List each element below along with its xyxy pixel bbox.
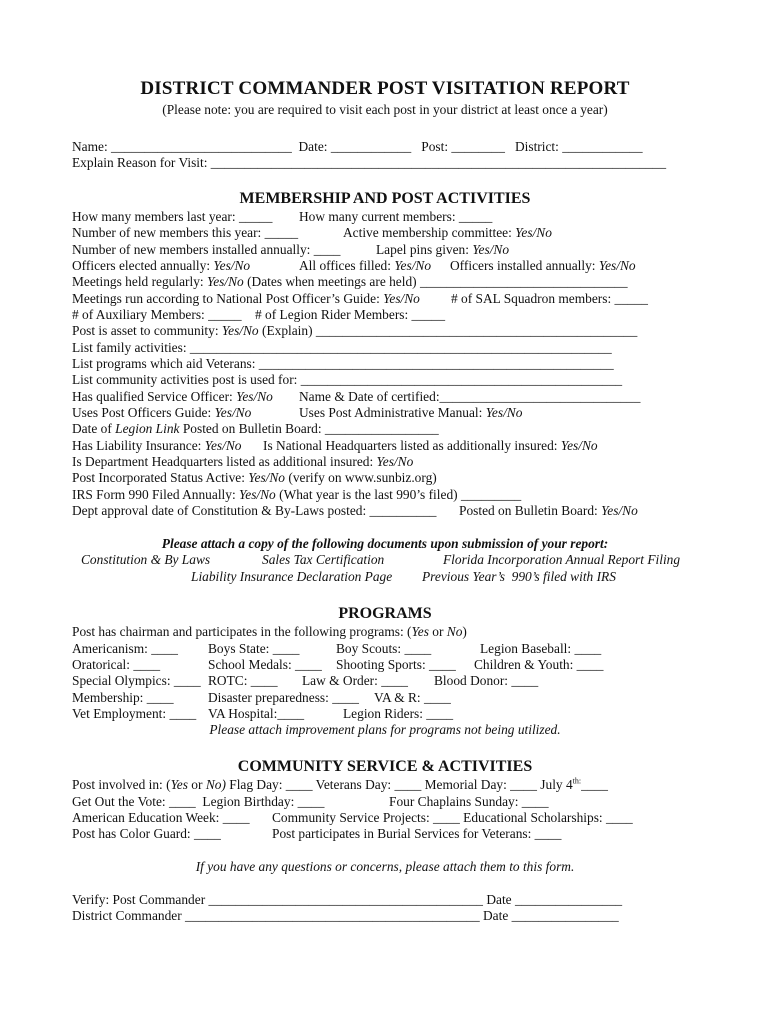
- uses-administrative-manual: Uses Post Administrative Manual: Yes/No: [299, 405, 523, 420]
- programs-heading: PROGRAMS: [338, 605, 432, 622]
- program-oratorical: Oratorical: ____: [72, 657, 161, 672]
- new-members-installed: Number of new members installed annually: ____: [72, 242, 341, 257]
- community-education-week: American Education Week: ____: [72, 810, 250, 825]
- legion-link-bulletin: Date of Legion Link Posted on Bulletin Board: _________________: [72, 421, 439, 436]
- post-asset-to-community: Post is asset to community: Yes/No (Explain) ________________________________________________: [72, 323, 638, 338]
- community-vote-birthday: Get Out the Vote: ____ Legion Birthday: ____: [72, 794, 325, 809]
- active-membership-committee: Active membership committee: Yes/No: [343, 225, 552, 240]
- program-law-order: Law & Order: ____: [302, 673, 408, 688]
- lapel-pins-given: Lapel pins given: Yes/No: [376, 242, 510, 257]
- verify-post-commander: Verify: Post Commander _________________________________________ Date ________________: [72, 892, 623, 907]
- report-subtitle: (Please note: you are required to visit each post in your district at least once a year): [162, 102, 608, 117]
- doc-previous-990: Previous Year’s 990’s filed with IRS: [422, 569, 616, 584]
- program-disaster-preparedness: Disaster preparedness: ____: [208, 690, 359, 705]
- constitution-bulletin-board: Posted on Bulletin Board: Yes/No: [459, 503, 638, 518]
- program-special-olympics: Special Olympics: ____: [72, 673, 201, 688]
- info-line-name-date-post-district: Name: ___________________________ Date: ____________ Post: ________ District: ____________: [72, 139, 643, 154]
- incorporated-status: Post Incorporated Status Active: Yes/No (verify on www.sunbiz.org): [72, 470, 437, 485]
- all-offices-filled: All offices filled: Yes/No: [299, 258, 432, 273]
- legion-rider-members: # of Legion Rider Members: _____: [255, 307, 446, 322]
- doc-florida-incorporation: Florida Incorporation Annual Report Filing: [443, 552, 681, 567]
- community-heading: COMMUNITY SERVICE & ACTIVITIES: [237, 758, 533, 775]
- program-boys-state: Boys State: ____: [208, 641, 300, 656]
- current-members: How many current members: _____: [299, 209, 493, 224]
- program-va-hospital: VA Hospital:____: [208, 706, 305, 721]
- program-vet-employment: Vet Employment: ____: [72, 706, 197, 721]
- national-hq-insured: Is National Headquarters listed as additionally insured: Yes/No: [263, 438, 598, 453]
- doc-constitution: Constitution & By Laws: [81, 552, 211, 567]
- irs-form-990: IRS Form 990 Filed Annually: Yes/No (What year is the last 990’s filed) _________: [72, 487, 522, 502]
- community-holidays: Post involved in: (Yes or No) Flag Day: ____ Veterans Day: ____ Memorial Day: ____ July $4^{th:}\_\_\_\_$: [72, 776, 608, 792]
- community-burial-services: Post participates in Burial Services for Veterans: ____: [272, 826, 562, 841]
- program-boy-scouts: Boy Scouts: ____: [336, 641, 432, 656]
- constitution-approval-date: Dept approval date of Constitution & By-Laws posted: __________: [72, 503, 437, 518]
- program-americanism: Americanism: ____: [72, 641, 178, 656]
- program-children-youth: Children & Youth: ____: [474, 657, 604, 672]
- list-veteran-programs: List programs which aid Veterans: _____________________________________________________: [72, 356, 614, 371]
- verify-district-commander: District Commander ____________________________________________ Date ________________: [72, 908, 619, 923]
- programs-intro: Post has chairman and participates in the following programs: (Yes or No): [72, 624, 467, 639]
- officers-installed-annually: Officers installed annually: Yes/No: [450, 258, 636, 273]
- programs-note: Please attach improvement plans for programs not being utilized.: [209, 722, 561, 737]
- community-color-guard: Post has Color Guard: ____: [72, 826, 221, 841]
- doc-sales-tax: Sales Tax Certification: [262, 552, 385, 567]
- qualified-service-officer: Has qualified Service Officer: Yes/No: [72, 389, 273, 404]
- program-blood-donor: Blood Donor: ____: [434, 673, 539, 688]
- program-legion-baseball: Legion Baseball: ____: [480, 641, 602, 656]
- list-community-activities: List community activities post is used for: ________________________________________________: [72, 372, 623, 387]
- liability-insurance: Has Liability Insurance: Yes/No: [72, 438, 242, 453]
- doc-liability-insurance: Liability Insurance Declaration Page: [191, 569, 393, 584]
- uses-post-officers-guide: Uses Post Officers Guide: Yes/No: [72, 405, 252, 420]
- info-line-reason: Explain Reason for Visit: ____________________________________________________________________: [72, 155, 667, 170]
- meetings-held-regularly: Meetings held regularly: Yes/No (Dates when meetings are held) _______________________________: [72, 274, 628, 289]
- auxiliary-members: # of Auxiliary Members: _____: [72, 307, 242, 322]
- department-hq-insured: Is Department Headquarters listed as additional insured: Yes/No: [72, 454, 414, 469]
- community-four-chaplains: Four Chaplains Sunday: ____: [389, 794, 549, 809]
- program-school-medals: School Medals: ____: [208, 657, 322, 672]
- list-family-activities: List family activities: _______________________________________________________________: [72, 340, 612, 355]
- program-rotc: ROTC: ____: [208, 673, 278, 688]
- meetings-officers-guide: Meetings run according to National Post Officer’s Guide: Yes/No: [72, 291, 420, 306]
- report-title: DISTRICT COMMANDER POST VISITATION REPORT: [140, 78, 630, 99]
- community-service-scholarships: Community Service Projects: ____ Educational Scholarships: ____: [272, 810, 633, 825]
- service-officer-certified: Name & Date of certified:______________________________: [299, 389, 641, 404]
- sal-squadron-members: # of SAL Squadron members: _____: [451, 291, 648, 306]
- program-legion-riders: Legion Riders: ____: [343, 706, 454, 721]
- program-va-r: VA & R: ____: [374, 690, 451, 705]
- questions-note: If you have any questions or concerns, please attach them to this form.: [195, 859, 575, 874]
- membership-heading: MEMBERSHIP AND POST ACTIVITIES: [239, 190, 531, 207]
- program-shooting-sports: Shooting Sports: ____: [336, 657, 456, 672]
- attach-documents-heading: Please attach a copy of the following documents upon submission of your report:: [161, 536, 609, 551]
- program-membership: Membership: ____: [72, 690, 174, 705]
- new-members-this-year: Number of new members this year: _____: [72, 225, 299, 240]
- officers-elected-annually: Officers elected annually: Yes/No: [72, 258, 251, 273]
- members-last-year: How many members last year: _____: [72, 209, 273, 224]
